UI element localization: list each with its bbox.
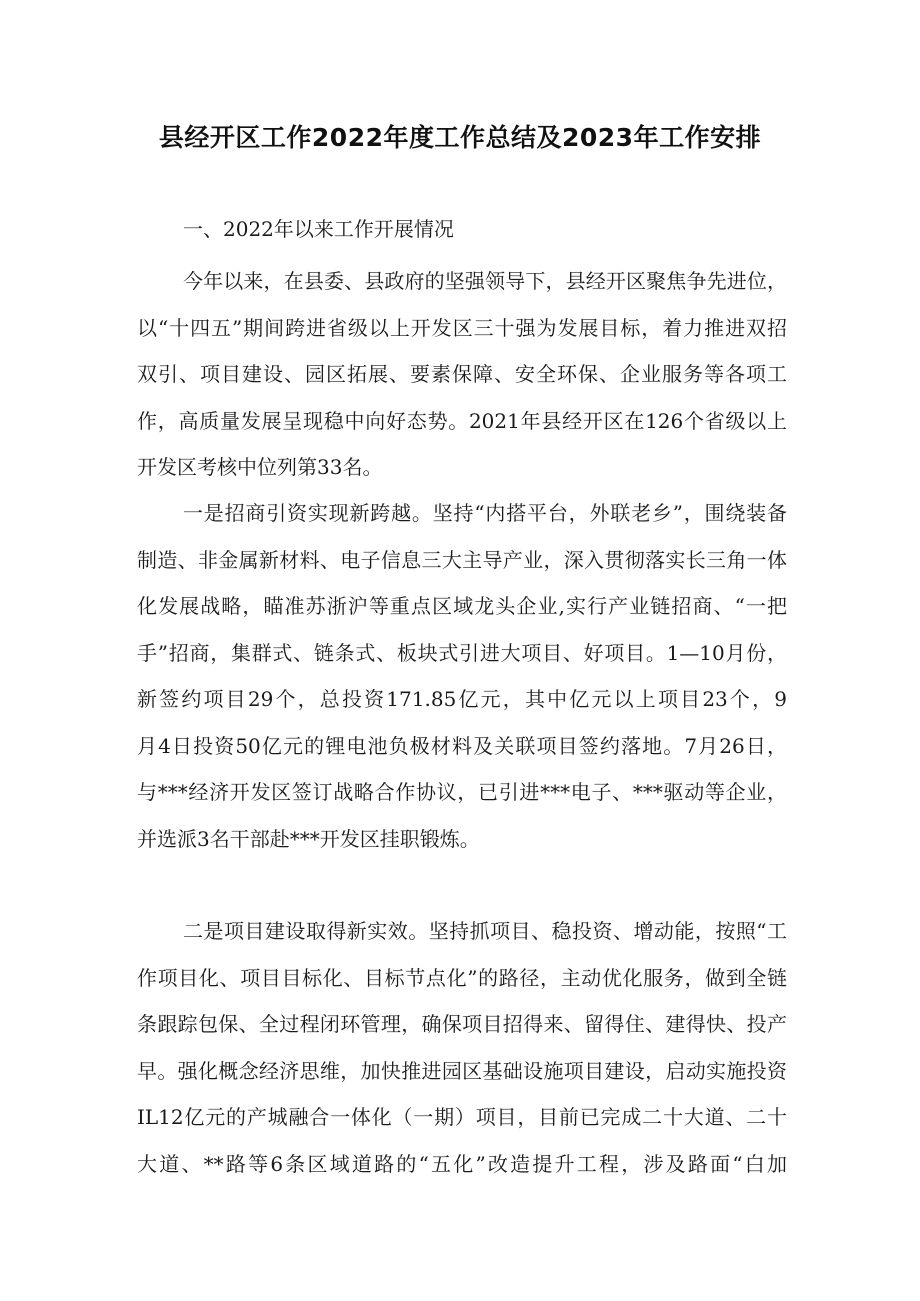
- paragraph-line: 双引、项目建设、园区拓展、要素保障、安全环保、企业服务等各项工: [137, 362, 787, 386]
- paragraph-investment: [137, 490, 787, 862]
- paragraph-line: 今年以来，在县委、县政府的坚强领导下，县经开区聚焦争先进位，: [183, 269, 787, 293]
- document-title: 县经开区工作2022年度工作总结及2023年工作安排: [158, 123, 762, 152]
- paragraph-line: 条跟踪包保、全过程闭环管理，确保项目招得来、留得住、建得快、投产: [137, 1012, 787, 1036]
- paragraph-line: 制造、非金属新材料、电子信息三大主导产业，深入贯彻落实长三角一体: [137, 547, 787, 572]
- paragraph-line: 化发展战略，瞄准苏浙沪等重点区域龙头企业,实行产业链招商、“一把: [137, 594, 787, 618]
- paragraph-projects: [137, 908, 787, 1187]
- paragraph-line: 月4日投资50亿元的锂电池负极材料及关联项目签约落地。7月26日，: [137, 733, 787, 758]
- paragraph-line: 一是招商引资实现新跨越。坚持“内搭平台，外联老乡”，围绕装备: [183, 501, 787, 525]
- paragraph-overview: [137, 258, 787, 491]
- paragraph-line: 二是项目建设取得新实效。坚持抓项目、稳投资、增动能，按照“工: [183, 919, 787, 943]
- paragraph-line: 手”招商，集群式、链条式、板块式引进大项目、好项目。1—10月份，: [137, 640, 787, 665]
- paragraph-line: 开发区考核中位列第33名。: [137, 455, 383, 479]
- paragraph-line: 新签约项目29个，总投资171.85亿元，其中亿元以上项目23个，9: [137, 687, 787, 711]
- paragraph-line: 与***经济开发区签订战略合作协议，已引进***电子、***驱动等企业，: [137, 780, 787, 804]
- paragraph-line: 并选派3名干部赴***开发区挂职锻炼。: [137, 826, 480, 851]
- paragraph-line: 早。强化概念经济思维，加快推进园区基础设施项目建设，启动实施投资: [137, 1058, 787, 1083]
- paragraph-line: IL12亿元的产城融合一体化（一期）项目，目前已完成二十大道、二十: [137, 1105, 787, 1129]
- paragraph-line: 作项目化、项目目标化、目标节点化”的路径，主动优化服务，做到全链: [137, 965, 787, 990]
- paragraph-line: 大道、**路等6条区域道路的“五化”改造提升工程，涉及路面“白加: [137, 1151, 787, 1176]
- paragraph-line: 作，高质量发展呈现稳中向好态势。2021年县经开区在126个省级以上: [137, 408, 787, 433]
- paragraph-line: 以“十四五”期间跨进省级以上开发区三十强为发展目标，着力推进双招: [137, 315, 787, 340]
- section-heading: 一、2022年以来工作开展情况: [183, 217, 454, 241]
